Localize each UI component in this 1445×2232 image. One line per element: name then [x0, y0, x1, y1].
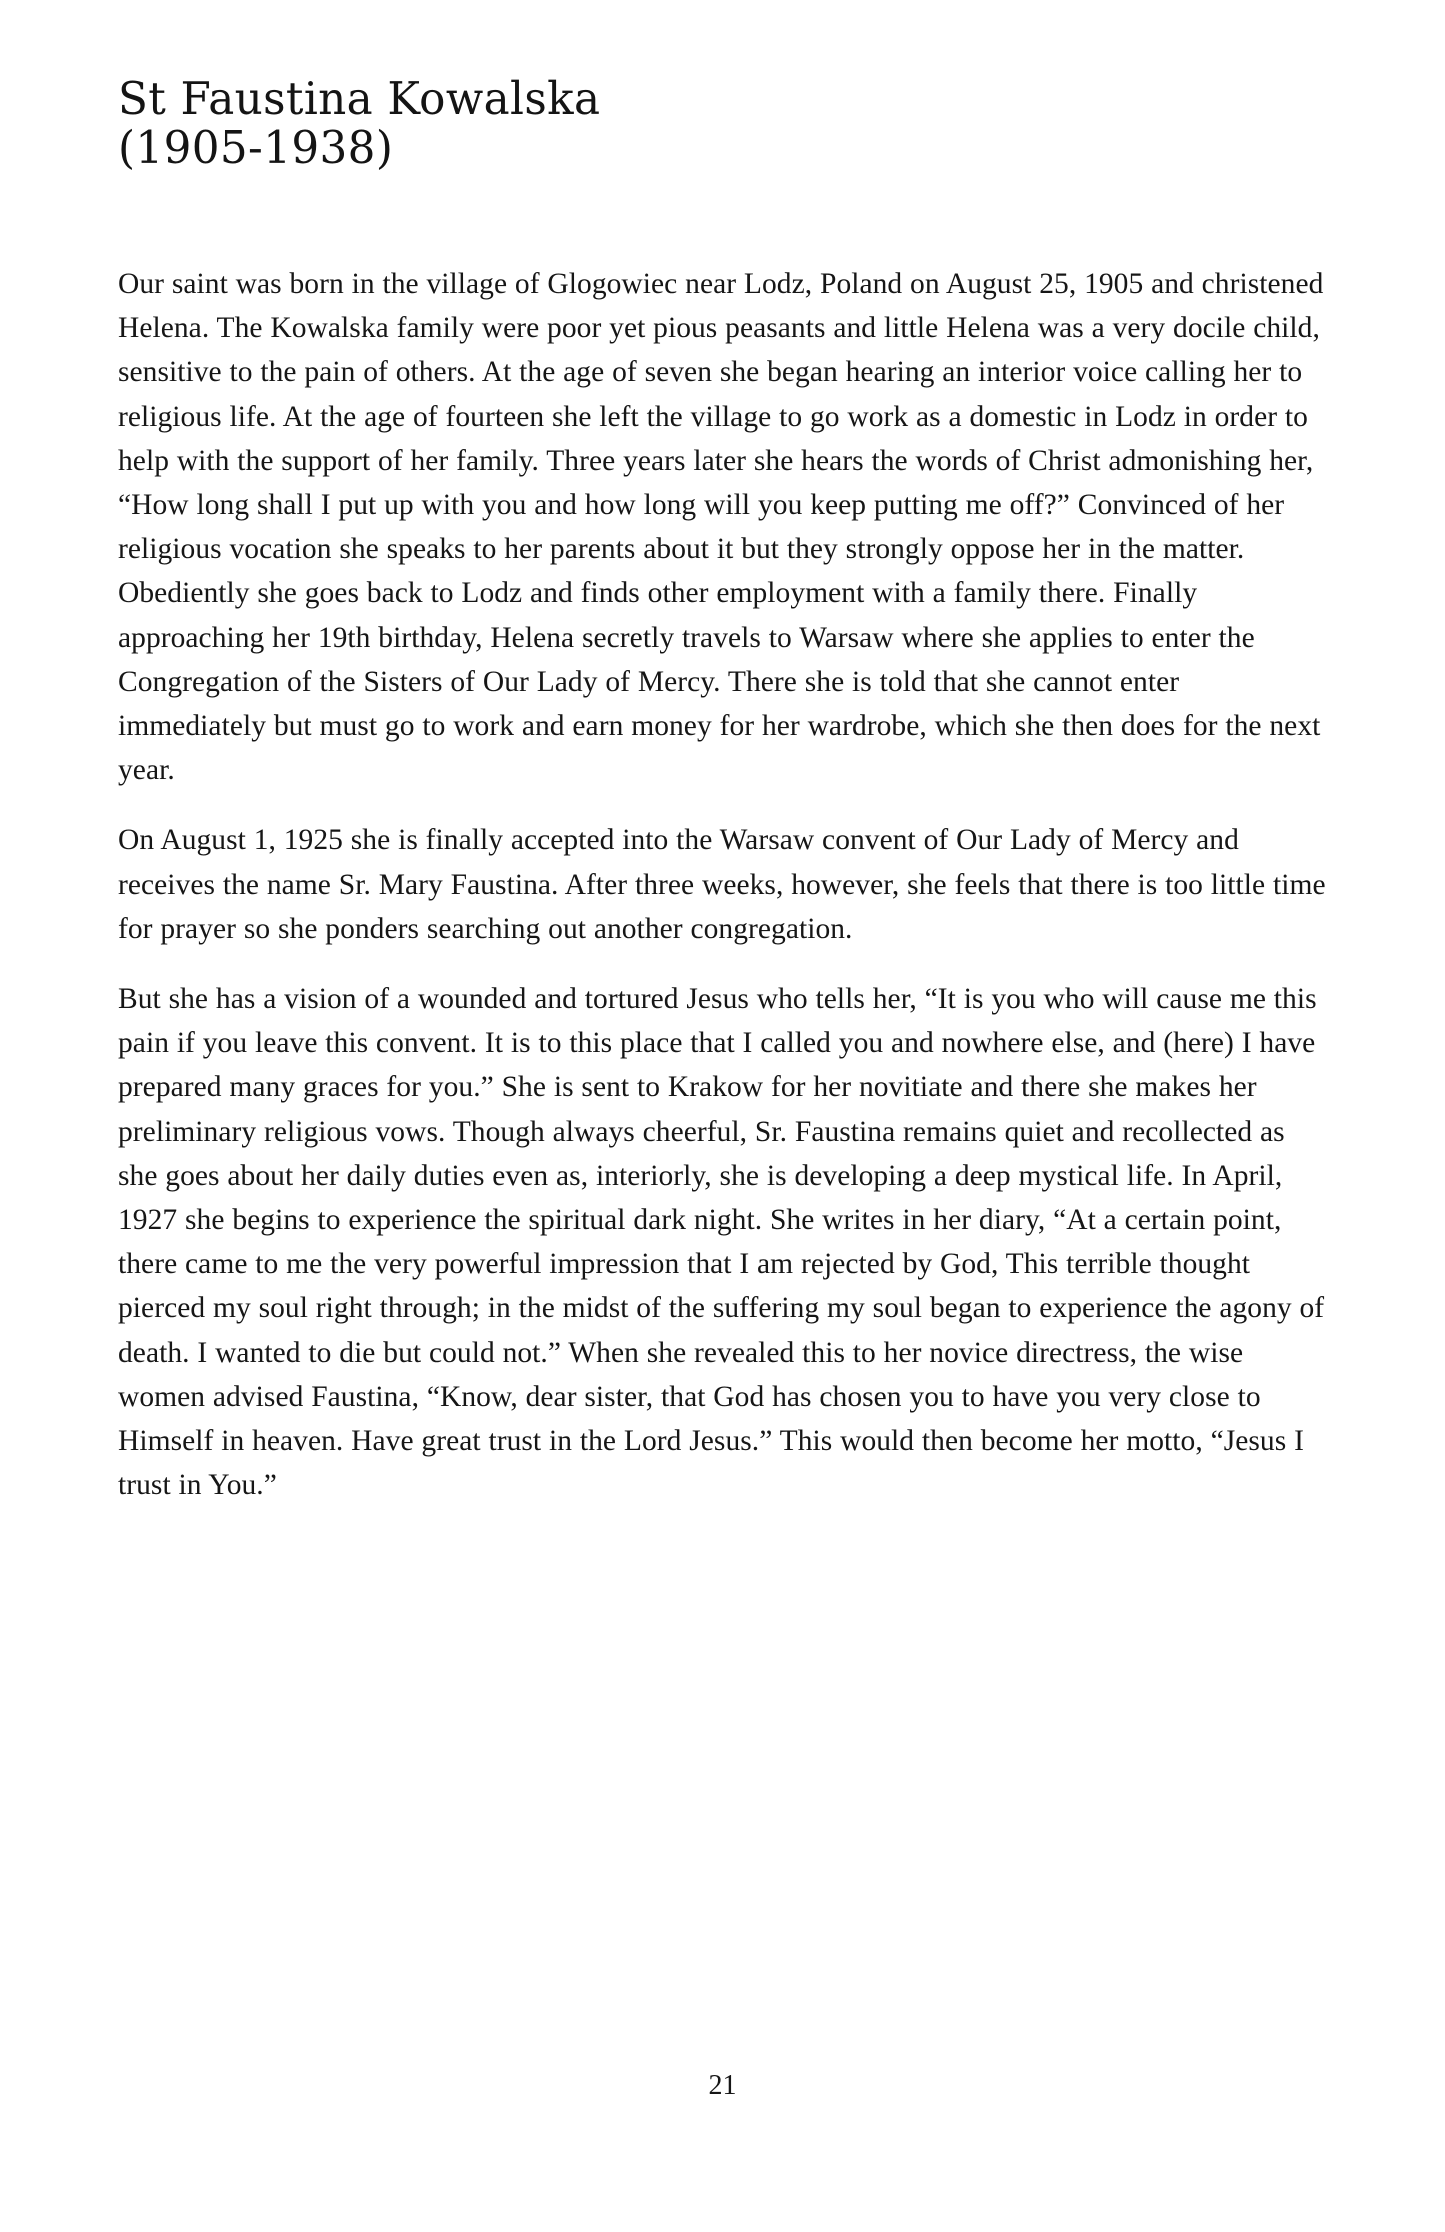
- body-paragraph: On August 1, 1925 she is finally accepted into the Warsaw convent of Our Lady of Mercy and receives the name Sr. Mary Faustina. After three weeks, however, she feels that there is too little time for prayer so she ponders searching out another congregation.: [118, 824, 1326, 945]
- body-paragraph: But she has a vision of a wounded and tortured Jesus who tells her, “It is you who will cause me this pain if you leave this convent. It is to this place that I called you and nowhere else, and (here) I have prepared many graces for you.” She is sent to Krakow for her novitiate and there she makes her preliminary religious vows. Though always cheerful, Sr. Faustina remains quiet and recollected as she goes about her daily duties even as, interiorly, she is developing a deep mystical life. In April, 1927 she begins to experience the spiritual dark night. She writes in her diary, “At a certain point, there came to me the very powerful impression that I am rejected by God, This terrible thought pierced my soul right through; in the midst of the suffering my soul began to experience the agony of death. I wanted to die but could not.” When she revealed this to her novice directress, the wise women advised Faustina, “Know, dear sister, that God has chosen you to have you very close to Himself in heaven. Have great trust in the Lord Jesus.” This would then become her motto, “Jesus I trust in You.”: [118, 983, 1325, 1502]
- page-title-line-dates: (1905-1938): [118, 121, 394, 174]
- page-title: [118, 74, 1328, 172]
- page-number: 21: [708, 2070, 737, 2101]
- body-paragraph: Our saint was born in the village of Glogowiec near Lodz, Poland on August 25, 1905 and christened Helena. The Kowalska family were poor yet pious peasants and little Helena was a very docile child, sensitive to the pain of others. At the age of seven she began hearing an interior voice calling her to religious life. At the age of fourteen she left the village to go work as a domestic in Lodz in order to help with the support of her family. Three years later she hears the words of Christ admonishing her, “How long shall I put up with you and how long will you keep putting me off?” Convinced of her religious vocation she speaks to her parents about it but they strongly oppose her in the matter. Obediently she goes back to Lodz and finds other employment with a family there. Finally approaching her 19th birthday, Helena secretly travels to Warsaw where she applies to enter the Congregation of the Sisters of Our Lady of Mercy. There she is told that she cannot enter immediately but must go to work and earn money for her wardrobe, which she then does for the next year.: [118, 268, 1324, 787]
- page-title-line-name: St Faustina Kowalska: [118, 72, 601, 125]
- body-text-column: [118, 262, 1330, 1507]
